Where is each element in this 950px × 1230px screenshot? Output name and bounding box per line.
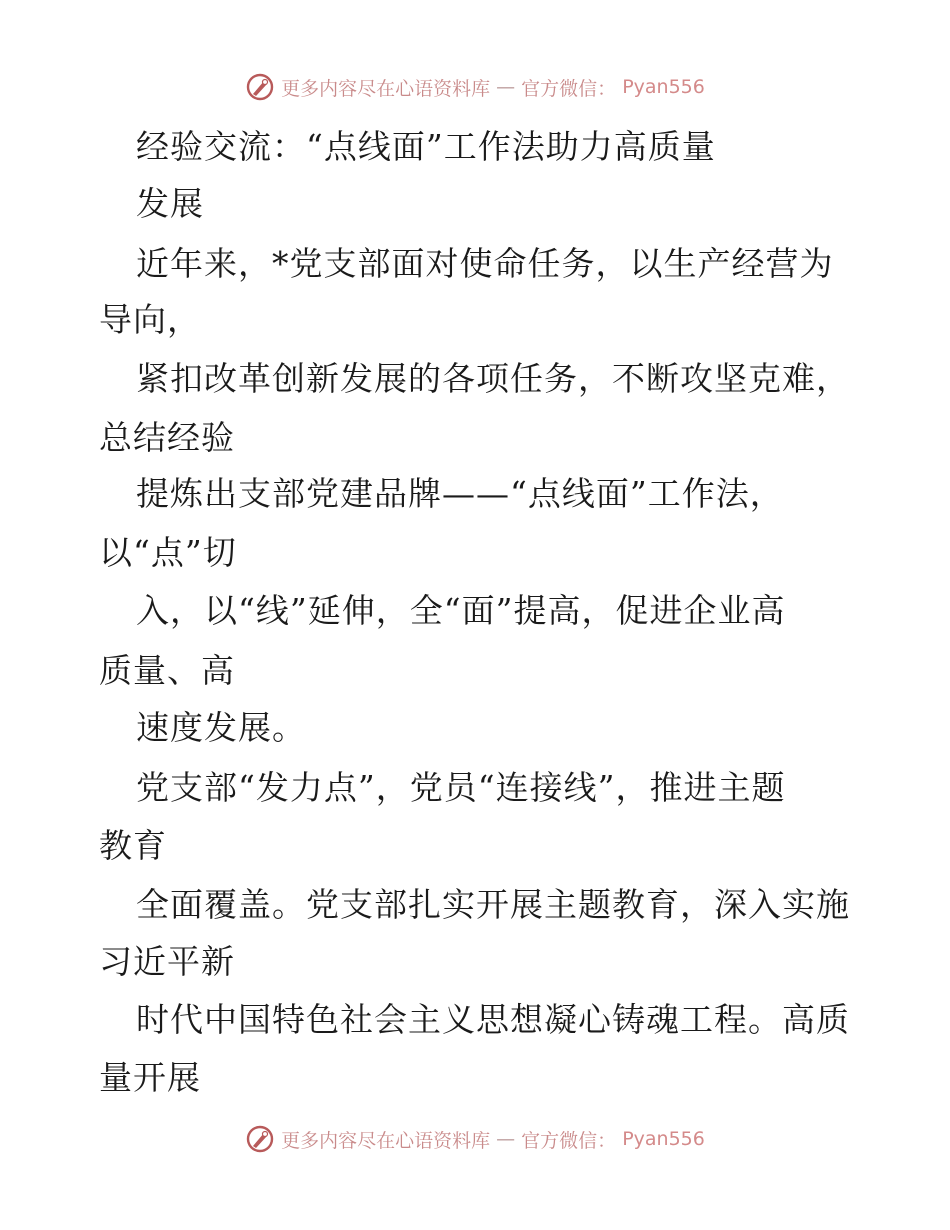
pen-nib-logo-icon bbox=[245, 1124, 275, 1154]
watermark-separator: — bbox=[496, 76, 516, 98]
paragraph-line: 近年来，*党支部面对使命任务，以生产经营为 bbox=[136, 244, 834, 283]
footer-watermark bbox=[0, 1124, 950, 1154]
paragraph-line: 速度发展。 bbox=[136, 708, 306, 747]
paragraph-line: 量开展 bbox=[99, 1058, 201, 1097]
watermark-id: Pyan556 bbox=[622, 76, 705, 98]
watermark-id: Pyan556 bbox=[622, 1128, 705, 1150]
paragraph-line: 党支部“发力点”，党员“连接线”，推进主题 bbox=[136, 768, 786, 807]
watermark-label: 官方微信： bbox=[521, 77, 617, 100]
paragraph-line: 教育 bbox=[99, 826, 167, 865]
paragraph-line: 时代中国特色社会主义思想凝心铸魂工程。高质 bbox=[136, 1000, 850, 1039]
document-title-line-2: 发展 bbox=[136, 184, 204, 223]
paragraph-line: 提炼出支部党建品牌——“点线面”工作法， bbox=[136, 474, 784, 513]
watermark-text: 更多内容尽在心语资料库 bbox=[281, 77, 491, 100]
paragraph-line: 以“点”切 bbox=[99, 533, 237, 572]
watermark-text: 更多内容尽在心语资料库 bbox=[281, 1129, 491, 1152]
watermark-separator: — bbox=[496, 1128, 516, 1150]
paragraph-line: 质量、高 bbox=[99, 651, 235, 690]
pen-nib-logo-icon bbox=[245, 72, 275, 102]
paragraph-line: 全面覆盖。党支部扎实开展主题教育，深入实施 bbox=[136, 885, 850, 924]
watermark-label: 官方微信： bbox=[521, 1129, 617, 1152]
document-title-line-1: 经验交流：“点线面”工作法助力高质量 bbox=[136, 127, 716, 166]
paragraph-line: 入，以“线”延伸，全“面”提高，促进企业高 bbox=[136, 591, 786, 630]
paragraph-line: 习近平新 bbox=[99, 942, 235, 981]
paragraph-line: 导向， bbox=[99, 300, 201, 339]
header-watermark bbox=[0, 72, 950, 102]
paragraph-line: 紧扣改革创新发展的各项任务，不断攻坚克难， bbox=[136, 359, 850, 398]
paragraph-line: 总结经验 bbox=[99, 418, 235, 457]
